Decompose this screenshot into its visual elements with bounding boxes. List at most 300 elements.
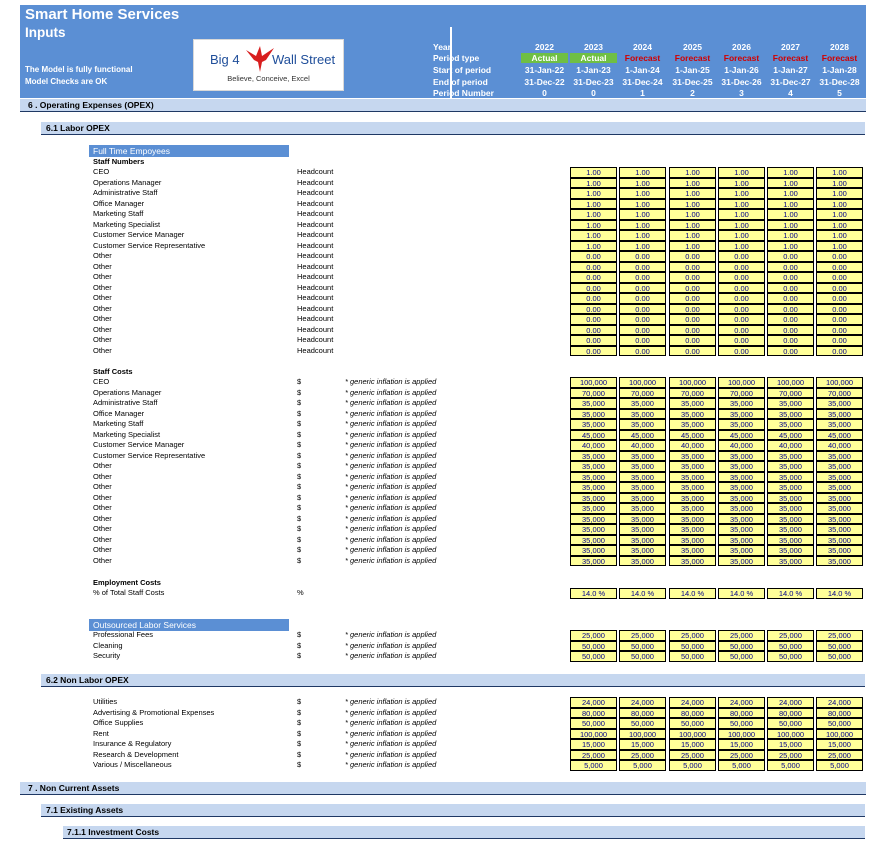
input-cell[interactable]: 40,000	[718, 440, 765, 451]
period-start: 1-Jan-26	[724, 65, 759, 75]
input-cell[interactable]: 0.00	[718, 346, 765, 357]
input-cell[interactable]: 0.00	[816, 325, 863, 336]
input-cell[interactable]: 0.00	[669, 251, 716, 262]
input-cell[interactable]: 35,000	[816, 524, 863, 535]
input-cell[interactable]: 1.00	[619, 241, 666, 252]
input-cell[interactable]: 0.00	[570, 272, 617, 283]
input-cell[interactable]: 25,000	[767, 750, 814, 761]
input-cell[interactable]: 100,000	[570, 377, 617, 388]
input-cell[interactable]: 25,000	[718, 630, 765, 641]
input-cell[interactable]: 1.00	[767, 199, 814, 210]
input-cell[interactable]: 1.00	[718, 241, 765, 252]
input-cell[interactable]: 35,000	[570, 419, 617, 430]
input-cell[interactable]: 35,000	[570, 556, 617, 567]
input-cell[interactable]: 35,000	[570, 535, 617, 546]
input-cell[interactable]: 0.00	[619, 293, 666, 304]
input-cell[interactable]: 0.00	[816, 304, 863, 315]
input-cell[interactable]: 35,000	[816, 451, 863, 462]
input-cell[interactable]: 35,000	[619, 556, 666, 567]
input-cell[interactable]: 100,000	[767, 729, 814, 740]
row-note: * generic inflation is applied	[345, 377, 437, 386]
input-cell[interactable]: 0.00	[619, 325, 666, 336]
input-cell[interactable]: 0.00	[570, 335, 617, 346]
input-cell[interactable]: 35,000	[816, 419, 863, 430]
input-cell[interactable]: 0.00	[619, 304, 666, 315]
input-cell[interactable]: 0.00	[570, 251, 617, 262]
input-cell[interactable]: 1.00	[816, 178, 863, 189]
input-cell[interactable]: 1.00	[570, 241, 617, 252]
input-cell[interactable]: 1.00	[669, 209, 716, 220]
input-cell[interactable]: 35,000	[669, 451, 716, 462]
input-cell[interactable]: 1.00	[718, 209, 765, 220]
input-cell[interactable]: 24,000	[767, 697, 814, 708]
input-cell[interactable]: 0.00	[570, 314, 617, 325]
input-cell[interactable]: 0.00	[767, 346, 814, 357]
input-cell[interactable]: 1.00	[669, 167, 716, 178]
input-cell[interactable]: 35,000	[570, 409, 617, 420]
input-cell[interactable]: 1.00	[718, 230, 765, 241]
input-cell[interactable]: 35,000	[619, 545, 666, 556]
input-cell[interactable]: 1.00	[767, 230, 814, 241]
input-cell[interactable]: 14.0 %	[619, 588, 666, 599]
input-cell[interactable]: 35,000	[718, 493, 765, 504]
input-cell[interactable]: 70,000	[718, 388, 765, 399]
input-cell[interactable]: 35,000	[619, 472, 666, 483]
input-cell[interactable]: 35,000	[669, 461, 716, 472]
input-cell[interactable]: 25,000	[619, 750, 666, 761]
input-cell[interactable]: 1.00	[767, 209, 814, 220]
input-cell[interactable]: 0.00	[767, 335, 814, 346]
input-cell[interactable]: 14.0 %	[669, 588, 716, 599]
row-label: Customer Service Manager	[93, 230, 185, 239]
input-cell[interactable]: 35,000	[570, 545, 617, 556]
input-cell[interactable]: 35,000	[669, 514, 716, 525]
input-cell[interactable]: 1.00	[669, 199, 716, 210]
input-cell[interactable]: 0.00	[619, 283, 666, 294]
input-cell[interactable]: 35,000	[718, 451, 765, 462]
input-cell[interactable]: 35,000	[816, 472, 863, 483]
input-cell[interactable]: 1.00	[669, 220, 716, 231]
input-cell[interactable]: 100,000	[570, 729, 617, 740]
input-cell[interactable]: 1.00	[767, 241, 814, 252]
input-cell[interactable]: 35,000	[619, 524, 666, 535]
input-cell[interactable]: 100,000	[816, 729, 863, 740]
input-cell[interactable]: 0.00	[619, 314, 666, 325]
input-cell[interactable]: 35,000	[718, 461, 765, 472]
input-cell[interactable]: 1.00	[767, 178, 814, 189]
input-cell[interactable]: 1.00	[767, 220, 814, 231]
input-cell[interactable]: 100,000	[767, 377, 814, 388]
input-cell[interactable]: 40,000	[669, 440, 716, 451]
row-label: Administrative Staff	[93, 398, 158, 407]
input-cell[interactable]: 35,000	[570, 451, 617, 462]
input-cell[interactable]: 0.00	[718, 304, 765, 315]
input-cell[interactable]: 35,000	[767, 556, 814, 567]
input-cell[interactable]: 25,000	[570, 750, 617, 761]
row-unit: $	[297, 555, 302, 565]
input-cell[interactable]: 35,000	[718, 482, 765, 493]
input-cell[interactable]: 25,000	[669, 630, 716, 641]
input-cell[interactable]: 45,000	[619, 430, 666, 441]
input-cell[interactable]: 0.00	[669, 293, 716, 304]
input-cell[interactable]: 0.00	[816, 314, 863, 325]
input-cell[interactable]: 35,000	[619, 398, 666, 409]
input-cell[interactable]: 1.00	[619, 220, 666, 231]
row-label: Utilities	[93, 697, 118, 706]
input-cell[interactable]: 0.00	[816, 293, 863, 304]
row-unit: $	[297, 640, 302, 650]
input-cell[interactable]: 100,000	[619, 377, 666, 388]
input-cell[interactable]: 24,000	[570, 697, 617, 708]
input-cell[interactable]: 70,000	[767, 388, 814, 399]
input-cell[interactable]: 80,000	[619, 708, 666, 719]
input-cell[interactable]: 35,000	[669, 535, 716, 546]
input-cell[interactable]: 35,000	[669, 482, 716, 493]
input-cell[interactable]: 50,000	[570, 641, 617, 652]
input-cell[interactable]: 35,000	[816, 482, 863, 493]
input-cell[interactable]: 100,000	[669, 729, 716, 740]
input-cell[interactable]: 35,000	[767, 482, 814, 493]
input-cell[interactable]: 5,000	[570, 760, 617, 771]
input-cell[interactable]: 35,000	[619, 535, 666, 546]
input-cell[interactable]: 1.00	[718, 220, 765, 231]
input-cell[interactable]: 35,000	[718, 472, 765, 483]
input-cell[interactable]: 0.00	[767, 293, 814, 304]
input-cell[interactable]: 25,000	[619, 630, 666, 641]
input-cell[interactable]: 35,000	[767, 419, 814, 430]
input-cell[interactable]: 35,000	[816, 461, 863, 472]
input-cell[interactable]: 35,000	[718, 409, 765, 420]
input-cell[interactable]: 1.00	[619, 178, 666, 189]
input-cell[interactable]: 35,000	[619, 419, 666, 430]
input-cell[interactable]: 15,000	[619, 739, 666, 750]
input-cell[interactable]: 35,000	[767, 524, 814, 535]
input-cell[interactable]: 50,000	[767, 651, 814, 662]
input-cell[interactable]: 45,000	[767, 430, 814, 441]
input-cell[interactable]: 14.0 %	[767, 588, 814, 599]
input-cell[interactable]: 40,000	[570, 440, 617, 451]
input-cell[interactable]: 1.00	[570, 167, 617, 178]
input-cell[interactable]: 70,000	[570, 388, 617, 399]
input-cell[interactable]: 0.00	[767, 262, 814, 273]
input-cell[interactable]: 25,000	[718, 750, 765, 761]
row-unit: $	[297, 408, 302, 418]
input-cell[interactable]: 0.00	[619, 335, 666, 346]
input-cell[interactable]: 35,000	[669, 472, 716, 483]
input-cell[interactable]: 40,000	[767, 440, 814, 451]
input-cell[interactable]: 1.00	[816, 220, 863, 231]
input-cell[interactable]: 50,000	[619, 651, 666, 662]
input-cell[interactable]: 50,000	[816, 718, 863, 729]
input-cell[interactable]: 35,000	[570, 482, 617, 493]
input-cell[interactable]: 1.00	[767, 167, 814, 178]
input-cell[interactable]: 25,000	[816, 750, 863, 761]
input-cell[interactable]: 0.00	[669, 314, 716, 325]
input-cell[interactable]: 0.00	[718, 272, 765, 283]
input-cell[interactable]: 50,000	[718, 651, 765, 662]
input-cell[interactable]: 50,000	[816, 651, 863, 662]
input-cell[interactable]: 80,000	[669, 708, 716, 719]
input-cell[interactable]: 1.00	[718, 188, 765, 199]
input-cell[interactable]: 70,000	[619, 388, 666, 399]
input-cell[interactable]: 0.00	[767, 314, 814, 325]
input-cell[interactable]: 50,000	[767, 641, 814, 652]
input-cell[interactable]: 45,000	[718, 430, 765, 441]
input-cell[interactable]: 35,000	[570, 472, 617, 483]
sheet-title: Inputs	[25, 25, 66, 40]
input-cell[interactable]: 35,000	[669, 556, 716, 567]
input-cell[interactable]: 35,000	[619, 482, 666, 493]
input-cell[interactable]: 1.00	[669, 178, 716, 189]
input-cell[interactable]: 100,000	[718, 729, 765, 740]
input-cell[interactable]: 0.00	[718, 325, 765, 336]
input-cell[interactable]: 0.00	[816, 272, 863, 283]
input-cell[interactable]: 35,000	[767, 503, 814, 514]
input-cell[interactable]: 70,000	[816, 388, 863, 399]
input-cell[interactable]: 15,000	[718, 739, 765, 750]
input-cell[interactable]: 35,000	[619, 451, 666, 462]
input-cell[interactable]: 14.0 %	[570, 588, 617, 599]
input-cell[interactable]: 0.00	[718, 293, 765, 304]
input-cell[interactable]: 1.00	[669, 230, 716, 241]
logo-tagline: Believe, Conceive, Excel	[227, 74, 310, 83]
period-number: 5	[837, 88, 842, 98]
input-cell[interactable]: 35,000	[767, 409, 814, 420]
input-cell[interactable]: 35,000	[718, 545, 765, 556]
input-cell[interactable]: 1.00	[619, 209, 666, 220]
input-cell[interactable]: 0.00	[570, 325, 617, 336]
input-cell[interactable]: 25,000	[767, 630, 814, 641]
input-cell[interactable]: 35,000	[619, 503, 666, 514]
input-cell[interactable]: 35,000	[816, 556, 863, 567]
input-cell[interactable]: 50,000	[669, 651, 716, 662]
input-cell[interactable]: 0.00	[718, 314, 765, 325]
input-cell[interactable]: 0.00	[669, 272, 716, 283]
input-cell[interactable]: 1.00	[816, 167, 863, 178]
input-cell[interactable]: 0.00	[619, 346, 666, 357]
input-cell[interactable]: 25,000	[816, 630, 863, 641]
input-cell[interactable]: 100,000	[718, 377, 765, 388]
input-cell[interactable]: 5,000	[718, 760, 765, 771]
input-cell[interactable]: 24,000	[718, 697, 765, 708]
input-cell[interactable]: 1.00	[570, 220, 617, 231]
input-cell[interactable]: 35,000	[570, 503, 617, 514]
input-cell[interactable]: 1.00	[718, 167, 765, 178]
input-cell[interactable]: 50,000	[816, 641, 863, 652]
input-cell[interactable]: 35,000	[767, 461, 814, 472]
input-cell[interactable]: 35,000	[816, 503, 863, 514]
input-cell[interactable]: 35,000	[570, 493, 617, 504]
input-cell[interactable]: 0.00	[816, 283, 863, 294]
input-cell[interactable]: 35,000	[669, 493, 716, 504]
input-cell[interactable]: 35,000	[718, 524, 765, 535]
period-end: 31-Dec-25	[672, 77, 713, 87]
input-cell[interactable]: 0.00	[767, 272, 814, 283]
input-cell[interactable]: 35,000	[767, 545, 814, 556]
input-cell[interactable]: 0.00	[619, 272, 666, 283]
input-cell[interactable]: 35,000	[767, 472, 814, 483]
input-cell[interactable]: 25,000	[669, 750, 716, 761]
input-cell[interactable]: 1.00	[816, 199, 863, 210]
input-cell[interactable]: 100,000	[619, 729, 666, 740]
input-cell[interactable]: 50,000	[767, 718, 814, 729]
input-cell[interactable]: 0.00	[718, 262, 765, 273]
input-cell[interactable]: 35,000	[718, 535, 765, 546]
input-cell[interactable]: 35,000	[767, 493, 814, 504]
input-cell[interactable]: 5,000	[767, 760, 814, 771]
input-cell[interactable]: 1.00	[816, 230, 863, 241]
input-cell[interactable]: 45,000	[570, 430, 617, 441]
input-cell[interactable]: 40,000	[619, 440, 666, 451]
input-cell[interactable]: 80,000	[570, 708, 617, 719]
input-cell[interactable]: 1.00	[619, 230, 666, 241]
input-cell[interactable]: 35,000	[718, 503, 765, 514]
input-cell[interactable]: 24,000	[669, 697, 716, 708]
input-cell[interactable]: 0.00	[816, 346, 863, 357]
input-cell[interactable]: 45,000	[816, 430, 863, 441]
input-cell[interactable]: 1.00	[619, 167, 666, 178]
input-cell[interactable]: 35,000	[718, 556, 765, 567]
input-cell[interactable]: 0.00	[767, 283, 814, 294]
input-cell[interactable]: 50,000	[570, 651, 617, 662]
input-cell[interactable]: 80,000	[767, 708, 814, 719]
input-cell[interactable]: 1.00	[767, 188, 814, 199]
input-cell[interactable]: 35,000	[816, 409, 863, 420]
input-cell[interactable]: 0.00	[816, 251, 863, 262]
input-cell[interactable]: 0.00	[767, 325, 814, 336]
input-cell[interactable]: 1.00	[669, 241, 716, 252]
input-cell[interactable]: 1.00	[669, 188, 716, 199]
input-cell[interactable]: 0.00	[619, 251, 666, 262]
input-cell[interactable]: 0.00	[570, 293, 617, 304]
input-cell[interactable]: 0.00	[570, 283, 617, 294]
input-cell[interactable]: 35,000	[669, 503, 716, 514]
input-cell[interactable]: 5,000	[619, 760, 666, 771]
input-cell[interactable]: 35,000	[570, 398, 617, 409]
input-cell[interactable]: 1.00	[718, 178, 765, 189]
input-cell[interactable]: 1.00	[816, 241, 863, 252]
input-cell[interactable]: 35,000	[570, 524, 617, 535]
input-cell[interactable]: 1.00	[718, 199, 765, 210]
input-cell[interactable]: 0.00	[669, 346, 716, 357]
input-cell[interactable]: 50,000	[570, 718, 617, 729]
input-cell[interactable]: 0.00	[669, 262, 716, 273]
input-cell[interactable]: 0.00	[718, 283, 765, 294]
input-cell[interactable]: 0.00	[816, 262, 863, 273]
input-cell[interactable]: 40,000	[816, 440, 863, 451]
input-cell[interactable]: 50,000	[718, 641, 765, 652]
input-cell[interactable]: 15,000	[669, 739, 716, 750]
input-cell[interactable]: 0.00	[767, 304, 814, 315]
input-cell[interactable]: 35,000	[570, 461, 617, 472]
input-cell[interactable]: 1.00	[816, 188, 863, 199]
input-cell[interactable]: 0.00	[570, 262, 617, 273]
input-cell[interactable]: 50,000	[718, 718, 765, 729]
input-cell[interactable]: 0.00	[669, 325, 716, 336]
input-cell[interactable]: 0.00	[669, 335, 716, 346]
input-cell[interactable]: 14.0 %	[718, 588, 765, 599]
input-cell[interactable]: 1.00	[570, 199, 617, 210]
input-cell[interactable]: 80,000	[718, 708, 765, 719]
input-cell[interactable]: 15,000	[570, 739, 617, 750]
input-cell[interactable]: 35,000	[767, 514, 814, 525]
input-cell[interactable]: 45,000	[669, 430, 716, 441]
input-cell[interactable]: 0.00	[718, 251, 765, 262]
input-cell[interactable]: 0.00	[767, 251, 814, 262]
input-cell[interactable]: 35,000	[767, 451, 814, 462]
input-cell[interactable]: 5,000	[669, 760, 716, 771]
input-cell[interactable]: 0.00	[570, 304, 617, 315]
input-cell[interactable]: 5,000	[816, 760, 863, 771]
input-cell[interactable]: 25,000	[570, 630, 617, 641]
row-label: Operations Manager	[93, 177, 162, 187]
input-cell[interactable]: 35,000	[816, 398, 863, 409]
input-cell[interactable]: 35,000	[718, 514, 765, 525]
input-cell[interactable]: 35,000	[816, 535, 863, 546]
input-cell[interactable]: 15,000	[767, 739, 814, 750]
input-cell[interactable]: 1.00	[570, 188, 617, 199]
input-cell[interactable]: 50,000	[669, 641, 716, 652]
input-cell[interactable]: 35,000	[669, 419, 716, 430]
input-cell[interactable]: 0.00	[718, 335, 765, 346]
input-cell[interactable]: 14.0 %	[816, 588, 863, 599]
input-cell[interactable]: 35,000	[816, 493, 863, 504]
input-cell[interactable]: 35,000	[669, 524, 716, 535]
row-label: Other	[93, 282, 112, 292]
input-cell[interactable]: 50,000	[619, 641, 666, 652]
input-cell[interactable]: 35,000	[619, 514, 666, 525]
staff-number-row	[93, 251, 553, 262]
input-cell[interactable]: 100,000	[816, 377, 863, 388]
input-cell[interactable]: 35,000	[718, 398, 765, 409]
staff-number-row	[93, 262, 553, 273]
input-cell[interactable]: 35,000	[669, 545, 716, 556]
input-cell[interactable]: 35,000	[816, 545, 863, 556]
input-cell[interactable]: 35,000	[619, 461, 666, 472]
input-cell[interactable]: 35,000	[816, 514, 863, 525]
input-cell[interactable]: 24,000	[619, 697, 666, 708]
input-cell[interactable]: 100,000	[669, 377, 716, 388]
input-cell[interactable]: 1.00	[816, 209, 863, 220]
input-cell[interactable]: 0.00	[619, 262, 666, 273]
input-cell[interactable]: 80,000	[816, 708, 863, 719]
input-cell[interactable]: 50,000	[669, 718, 716, 729]
input-cell[interactable]: 15,000	[816, 739, 863, 750]
full-time-employees-header: Full Time Empoyees	[89, 145, 289, 157]
input-cell[interactable]: 24,000	[816, 697, 863, 708]
input-cell[interactable]: 0.00	[669, 304, 716, 315]
input-cell[interactable]: 1.00	[619, 188, 666, 199]
input-cell[interactable]: 1.00	[570, 230, 617, 241]
input-cell[interactable]: 35,000	[767, 535, 814, 546]
input-cell[interactable]: 35,000	[570, 514, 617, 525]
input-cell[interactable]: 35,000	[718, 419, 765, 430]
input-cell[interactable]: 35,000	[619, 493, 666, 504]
input-cell[interactable]: 50,000	[619, 718, 666, 729]
input-cell[interactable]: 0.00	[669, 283, 716, 294]
input-cell[interactable]: 35,000	[669, 398, 716, 409]
input-cell[interactable]: 35,000	[767, 398, 814, 409]
row-label: Marketing Specialist	[93, 219, 161, 229]
input-cell[interactable]: 0.00	[570, 346, 617, 357]
input-cell[interactable]: 35,000	[619, 409, 666, 420]
input-cell[interactable]: 35,000	[669, 409, 716, 420]
input-cell[interactable]: 1.00	[570, 178, 617, 189]
input-cell[interactable]: 1.00	[570, 209, 617, 220]
input-cell[interactable]: 70,000	[669, 388, 716, 399]
input-cell[interactable]: 0.00	[816, 335, 863, 346]
input-cell[interactable]: 1.00	[619, 199, 666, 210]
